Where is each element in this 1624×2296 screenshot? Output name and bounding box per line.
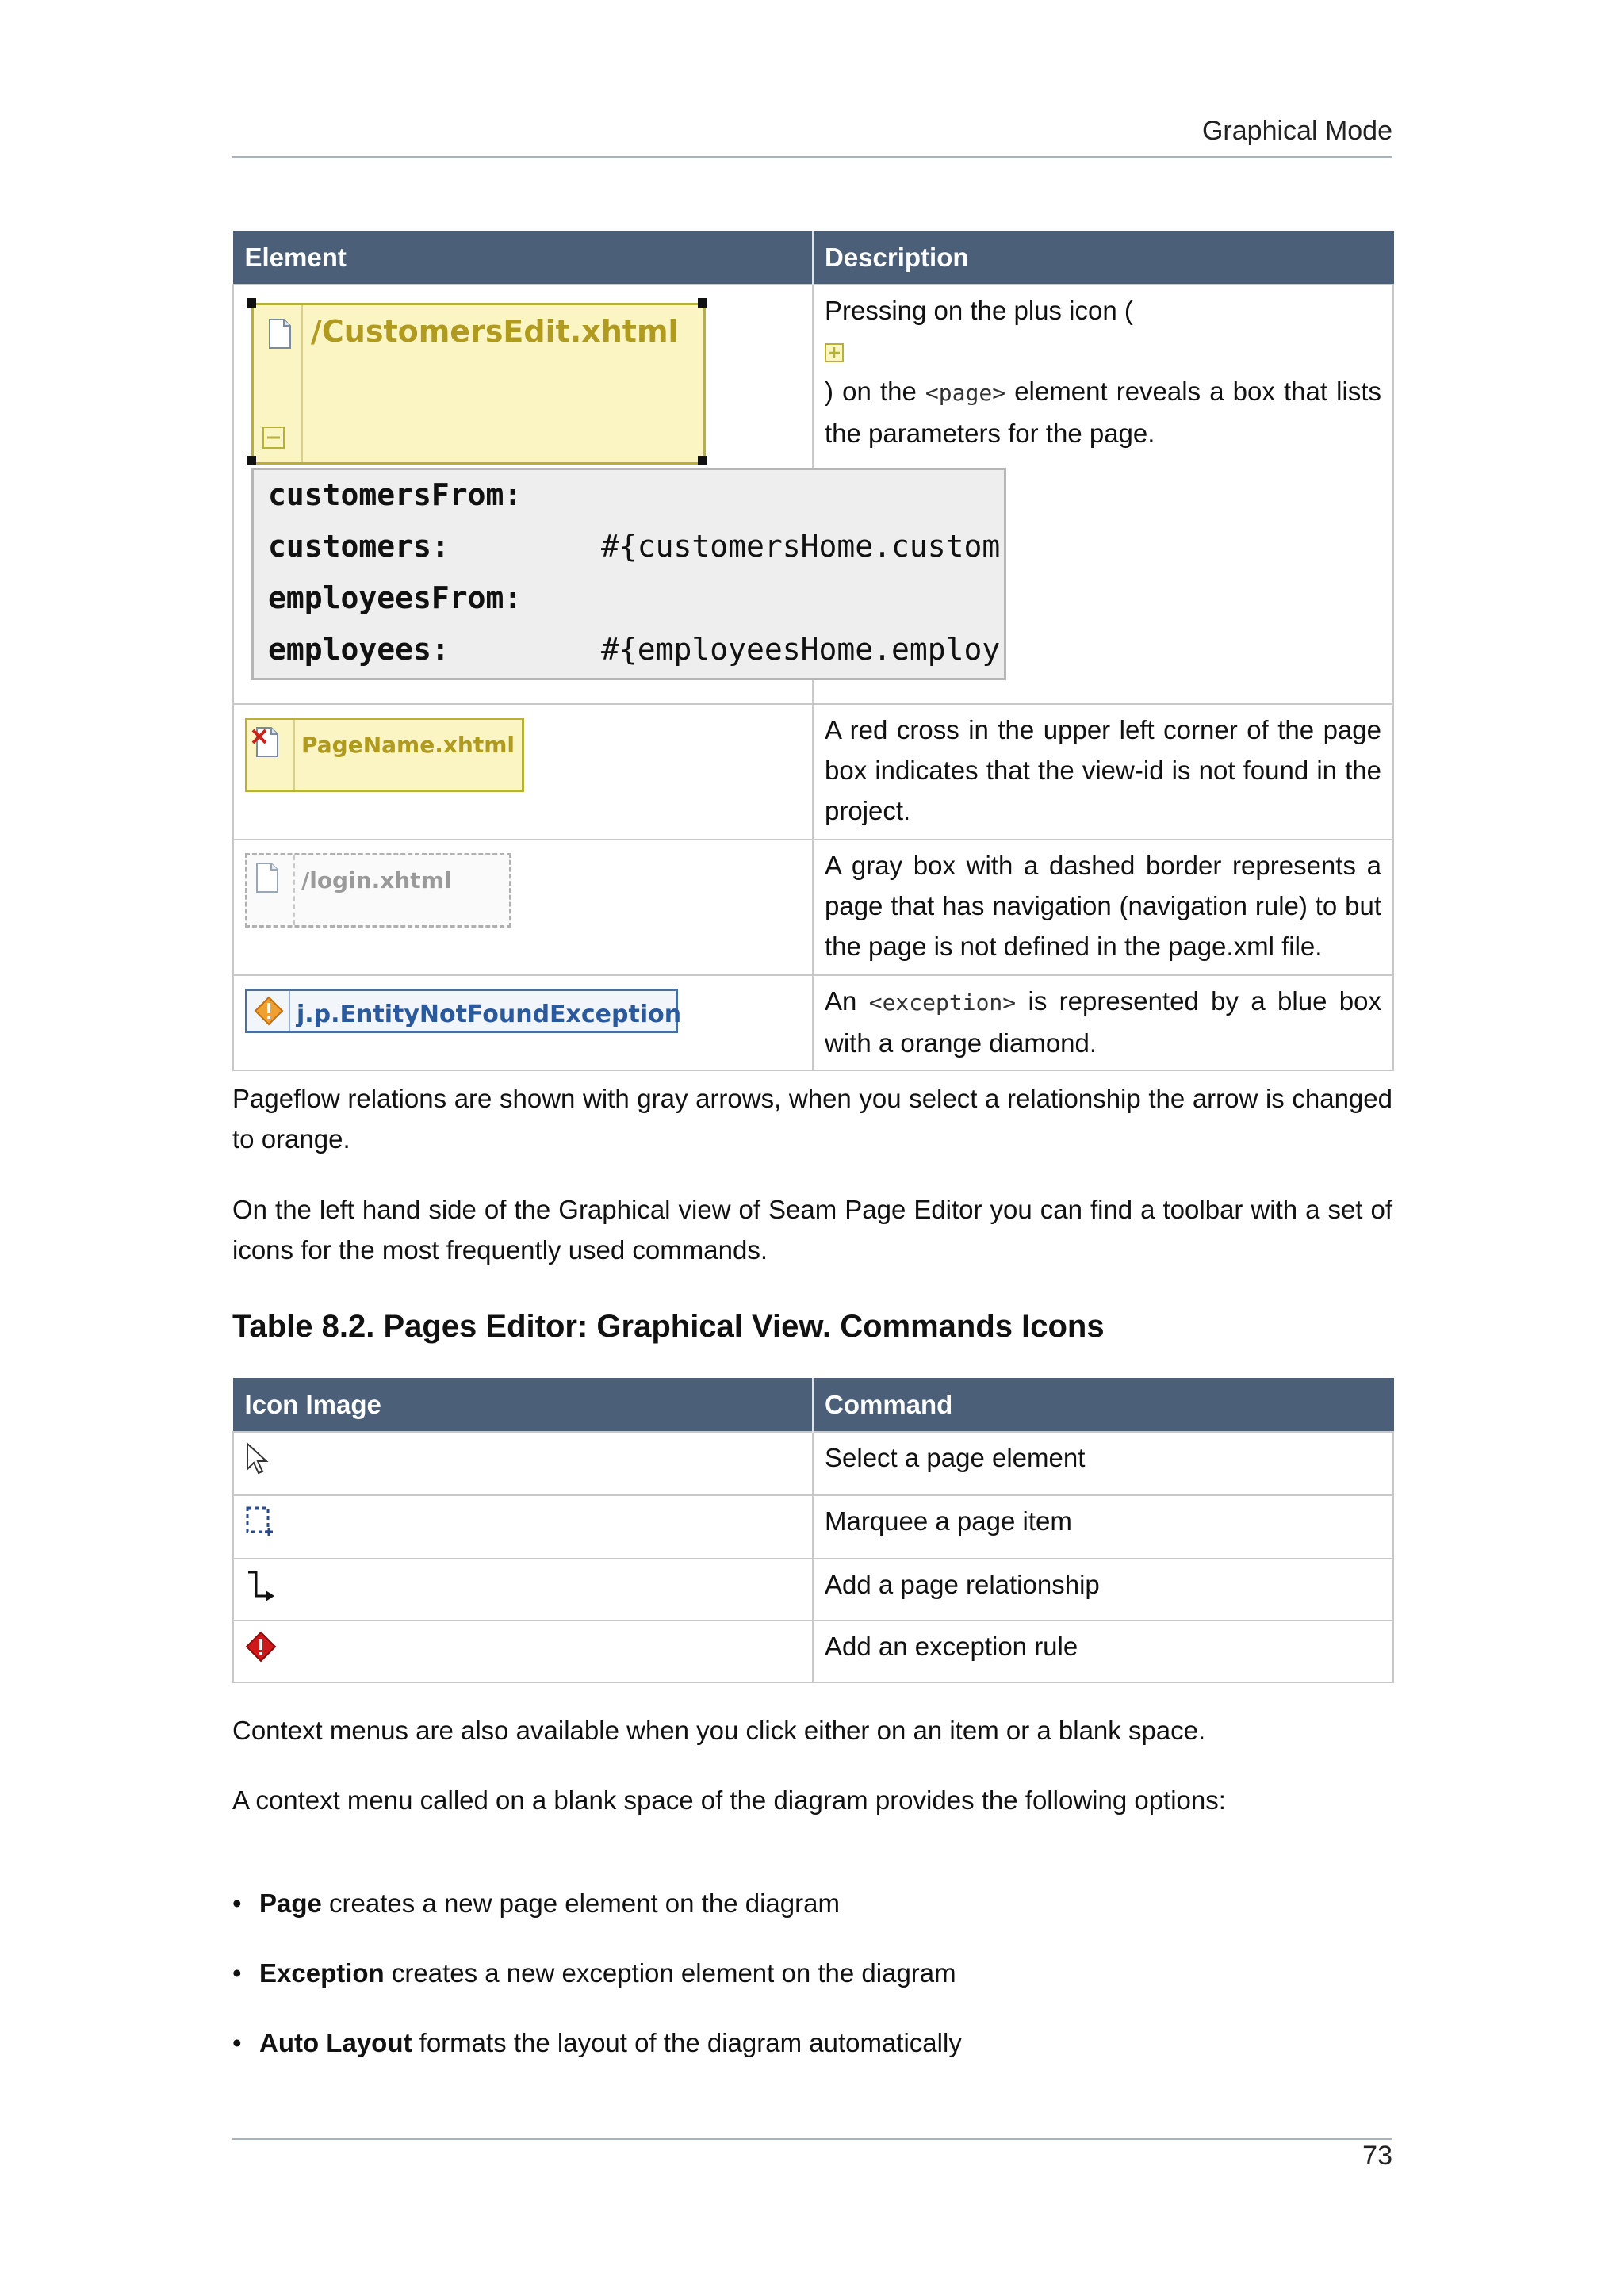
inline-code: <page> [925, 380, 1006, 406]
description-cell: A red cross in the upper left corner of the page box indicates that the view-id is not found in the project. [813, 704, 1393, 840]
page-box-label: PageName.xhtml [301, 732, 515, 758]
description-cell: A gray box with a dashed border represents a page that has navigation (navigation rule) to but the page is not defined in the page.xml file. [813, 840, 1393, 975]
param-name: customersFrom: [268, 477, 523, 512]
table-header-row [233, 232, 1393, 285]
running-header: Graphical Mode [1201, 116, 1392, 146]
column-header: Icon Image [233, 1379, 813, 1433]
list-item-term: Exception [259, 1958, 385, 1988]
select-arrow-icon [245, 1442, 269, 1475]
element-cell [233, 840, 813, 975]
command-cell: Select a page element [813, 1432, 1393, 1495]
icon-cell [233, 1559, 813, 1621]
page-box-label: /CustomersEdit.xhtml [311, 314, 679, 349]
table-row [233, 1432, 1393, 1495]
param-value: #{employeesHome.employ [601, 632, 1001, 667]
page-box-divider [293, 720, 295, 790]
exception-box-label: j.p.EntityNotFoundException [297, 1001, 682, 1028]
page-document-icon [255, 862, 279, 894]
orange-diamond-icon [254, 996, 284, 1026]
list-item-text: creates a new exception element on the diagram [384, 1958, 956, 1988]
exception-box-divider [289, 991, 290, 1031]
paragraph: A context menu called on a blank space of the diagram provides the following options: [232, 1785, 1226, 1815]
table-row [233, 1621, 1393, 1682]
table-caption: Table 8.2. Pages Editor: Graphical View. Commands Icons [232, 1309, 1105, 1344]
page-number: 73 [1362, 2141, 1392, 2171]
description-text: An [825, 986, 869, 1016]
options-list [232, 1883, 1392, 2092]
page-box-divider [293, 855, 295, 925]
red-cross-icon [251, 728, 268, 745]
column-header: Command [813, 1379, 1393, 1433]
exception-rule-icon [245, 1631, 277, 1663]
list-item [232, 1953, 1392, 2022]
page-box-divider [301, 305, 303, 462]
icon-cell [233, 1495, 813, 1559]
plus-icon [825, 343, 844, 362]
param-row [268, 578, 522, 618]
command-cell: Add an exception rule [813, 1621, 1393, 1682]
list-item-term: Page [259, 1888, 322, 1918]
command-cell: Add a page relationship [813, 1559, 1393, 1621]
description-text: is represented by a blue box with a orange diamond. [825, 986, 1381, 1058]
icon-cell [233, 1621, 813, 1682]
paragraph: Context menus are also available when you click either on an item or a blank space. [232, 1716, 1206, 1745]
paragraph: Pageflow relations are shown with gray arrows, when you select a relationship the arrow is changed to orange. [232, 1084, 1392, 1154]
description-cell [813, 975, 1393, 1070]
description-text: element reveals a box that lists the parameters for the page. [825, 377, 1381, 448]
elements-table [232, 231, 1394, 1071]
exception-box [245, 989, 682, 1033]
icon-cell [233, 1432, 813, 1495]
missing-page-box [245, 718, 524, 792]
undefined-page-box [245, 853, 511, 928]
commands-table [232, 1378, 1394, 1683]
header-rule [232, 156, 1392, 158]
page-box-selected [251, 303, 706, 465]
param-value: #{customersHome.custom [601, 529, 1001, 564]
table-row [233, 975, 1393, 1070]
list-item [232, 1883, 1392, 1953]
page-params-box [251, 468, 1006, 680]
command-cell: Marquee a page item [813, 1495, 1393, 1559]
param-name: employees: [268, 632, 450, 667]
element-cell [233, 975, 813, 1070]
paragraph: On the left hand side of the Graphical view of Seam Page Editor you can find a toolbar with a set of icons for the most frequently used commands. [232, 1195, 1392, 1265]
list-item [232, 2022, 1392, 2092]
page-box-label: /login.xhtml [301, 867, 452, 894]
table-header-row [233, 1379, 1393, 1433]
param-row [268, 475, 522, 515]
footer-rule [232, 2138, 1392, 2140]
description-text: Pressing on the plus icon ( [825, 296, 1133, 325]
selection-handle[interactable] [698, 298, 707, 308]
param-name: employeesFrom: [268, 580, 523, 615]
table-row [233, 840, 1393, 975]
param-row [268, 629, 1001, 670]
description-text: ) on the [825, 377, 925, 406]
selection-handle[interactable] [247, 298, 256, 308]
table-row [233, 285, 1393, 704]
element-cell [233, 704, 813, 840]
list-item-term: Auto Layout [259, 2028, 412, 2057]
selection-handle[interactable] [247, 456, 256, 465]
marquee-icon [245, 1506, 275, 1537]
column-header: Element [233, 232, 813, 285]
selection-handle[interactable] [698, 456, 707, 465]
table-row [233, 704, 1393, 840]
table-row [233, 1559, 1393, 1621]
page-document-icon [268, 318, 292, 350]
list-item-text: creates a new page element on the diagram [321, 1888, 840, 1918]
param-row [268, 526, 1001, 567]
param-name: customers: [268, 529, 450, 564]
column-header: Description [813, 232, 1393, 285]
inline-code: <exception> [868, 989, 1017, 1016]
table-row [233, 1495, 1393, 1559]
relationship-icon [245, 1569, 277, 1602]
list-item-text: formats the layout of the diagram automatically [412, 2028, 962, 2057]
collapse-minus-icon[interactable] [262, 426, 285, 450]
